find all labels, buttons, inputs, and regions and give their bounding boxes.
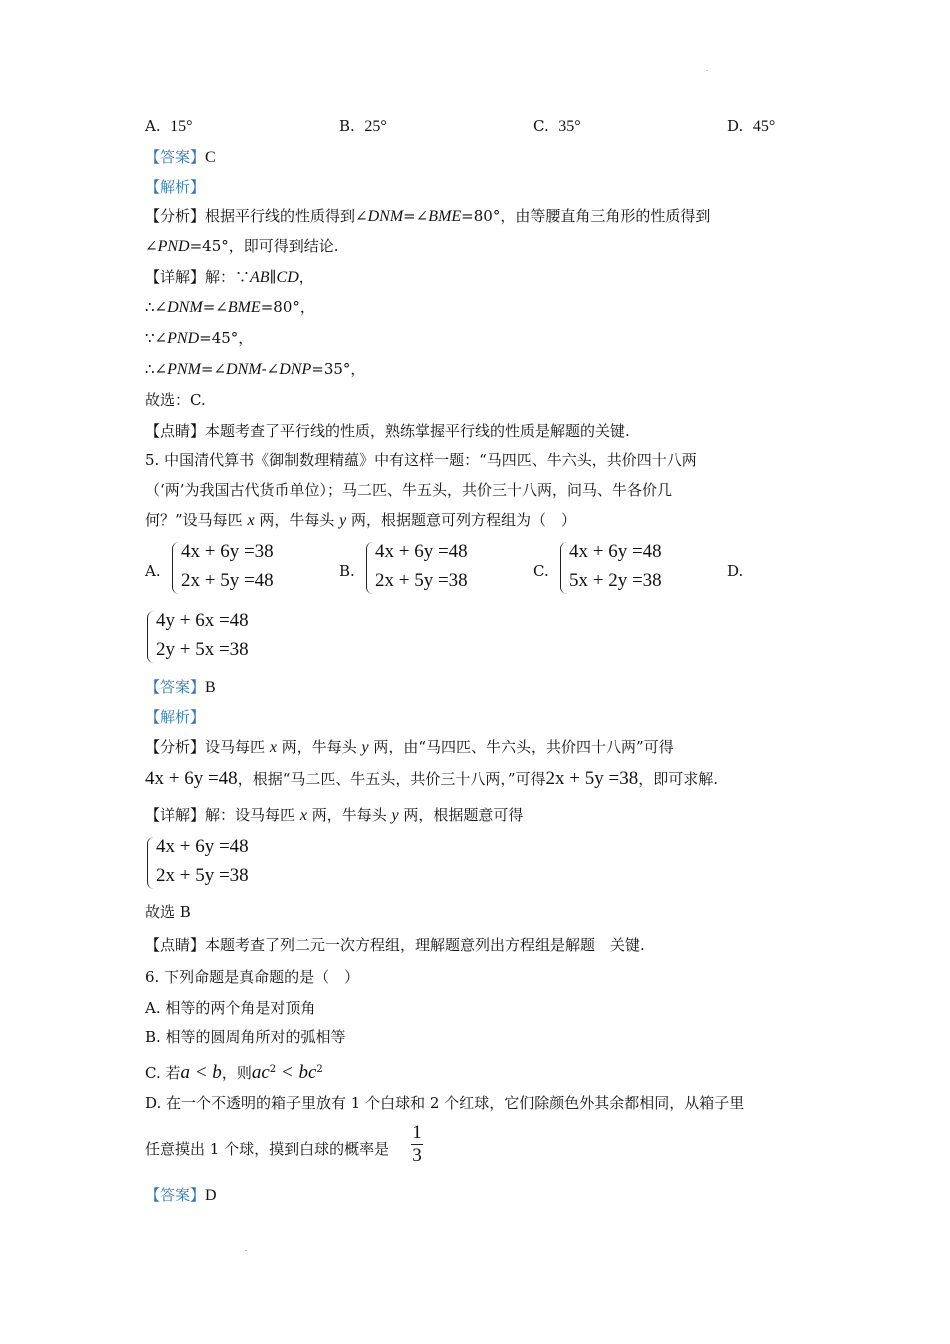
q4-option-b: B. 25° xyxy=(339,117,387,135)
q4-xiangjie: 【详解】解：∵AB∥CD， xyxy=(145,268,314,286)
q4-analysis-heading: 【解析】 xyxy=(145,178,206,196)
q4-option-a: A. 15° xyxy=(145,117,193,135)
q5-xiangjie: 【详解】解：设马每匹 x 两，牛每头 y 两，根据题意可得 xyxy=(145,806,524,824)
q5-stem-1: 5. 中国清代算书《御制数理精蕴》中有这样一题：“马四匹、牛六头，共价四十八两 xyxy=(145,451,697,469)
fraction-one-third: 1 3 xyxy=(412,1122,422,1166)
q5-stem-2: （‘两’为我国古代货币单位）；马二匹、牛五头，共价三十八两，问马、牛各价几 xyxy=(145,481,673,499)
q4-fenxi-cont: ∠PND=45°，即可得到结论. xyxy=(145,237,339,255)
brace-icon xyxy=(147,837,154,889)
q4-step-3: ∴∠PNM=∠DNM-∠DNP=35°， xyxy=(145,360,366,378)
brace-icon xyxy=(172,542,179,594)
q6-answer: 【答案】D xyxy=(145,1186,217,1204)
q4-step-1: ∴∠DNM=∠BME=80°， xyxy=(145,298,315,316)
q6-option-c: C. 若a < b，则$ac^2 < bc^2$ xyxy=(145,1062,323,1083)
page-mark xyxy=(245,1250,247,1251)
q5-choose: 故选 B xyxy=(145,903,191,921)
q5-option-a-label: A. xyxy=(145,562,161,580)
q4-fenxi: 【分析】根据平行线的性质得到∠DNM=∠BME=80°，由等腰直角三角形的性质得到 xyxy=(145,207,711,225)
q5-option-d-label: D. xyxy=(727,562,744,580)
q4-answer: 【答案】C xyxy=(145,148,216,166)
q5-analysis-heading: 【解析】 xyxy=(145,708,206,726)
q5-stem-3: 何？”设马每匹 x 两，牛每头 y 两，根据题意可列方程组为（ ） xyxy=(145,511,577,529)
q4-dianjing: 【点睛】本题考查了平行线的性质，熟练掌握平行线的性质是解题的关键. xyxy=(145,422,630,440)
q5-option-b-label: B. xyxy=(339,562,355,580)
q6-option-a: A. 相等的两个角是对顶角 xyxy=(145,999,316,1017)
q4-step-2: ∵∠PND=45°， xyxy=(145,329,254,347)
q4-option-c: C. 35° xyxy=(533,117,581,135)
q5-fenxi: 【分析】设马每匹 x 两，牛每头 y 两，由“马四匹、牛六头，共价四十八两”可得 xyxy=(145,738,674,756)
q5-fenxi-cont: 4x + 6y =48，根据“马二匹、牛五头，共价三十八两，”可得2x + 5y =38，即可求解. xyxy=(145,768,718,789)
q6-option-d-cont: 任意摸出 1 个球，摸到白球的概率是 xyxy=(145,1140,390,1158)
q6-stem: 6. 下列命题是真命题的是（ ） xyxy=(145,968,360,986)
q4-choose: 故选：C. xyxy=(145,391,206,409)
q6-option-d: D. 在一个不透明的箱子里放有 1 个白球和 2 个红球，它们除颜色外其余都相同，从箱子里 xyxy=(145,1094,745,1112)
q5-answer: 【答案】B xyxy=(145,678,216,696)
q6-option-b: B. 相等的圆周角所对的弧相等 xyxy=(145,1028,346,1046)
q4-option-d: D. 45° xyxy=(727,117,776,135)
q5-option-c-label: C. xyxy=(533,562,549,580)
page-mark xyxy=(706,70,708,71)
brace-icon xyxy=(147,611,154,663)
brace-icon xyxy=(560,542,567,594)
brace-icon xyxy=(366,542,373,594)
q5-dianjing: 【点睛】本题考查了列二元一次方程组，理解题意列出方程组是解题 关键. xyxy=(145,936,645,954)
